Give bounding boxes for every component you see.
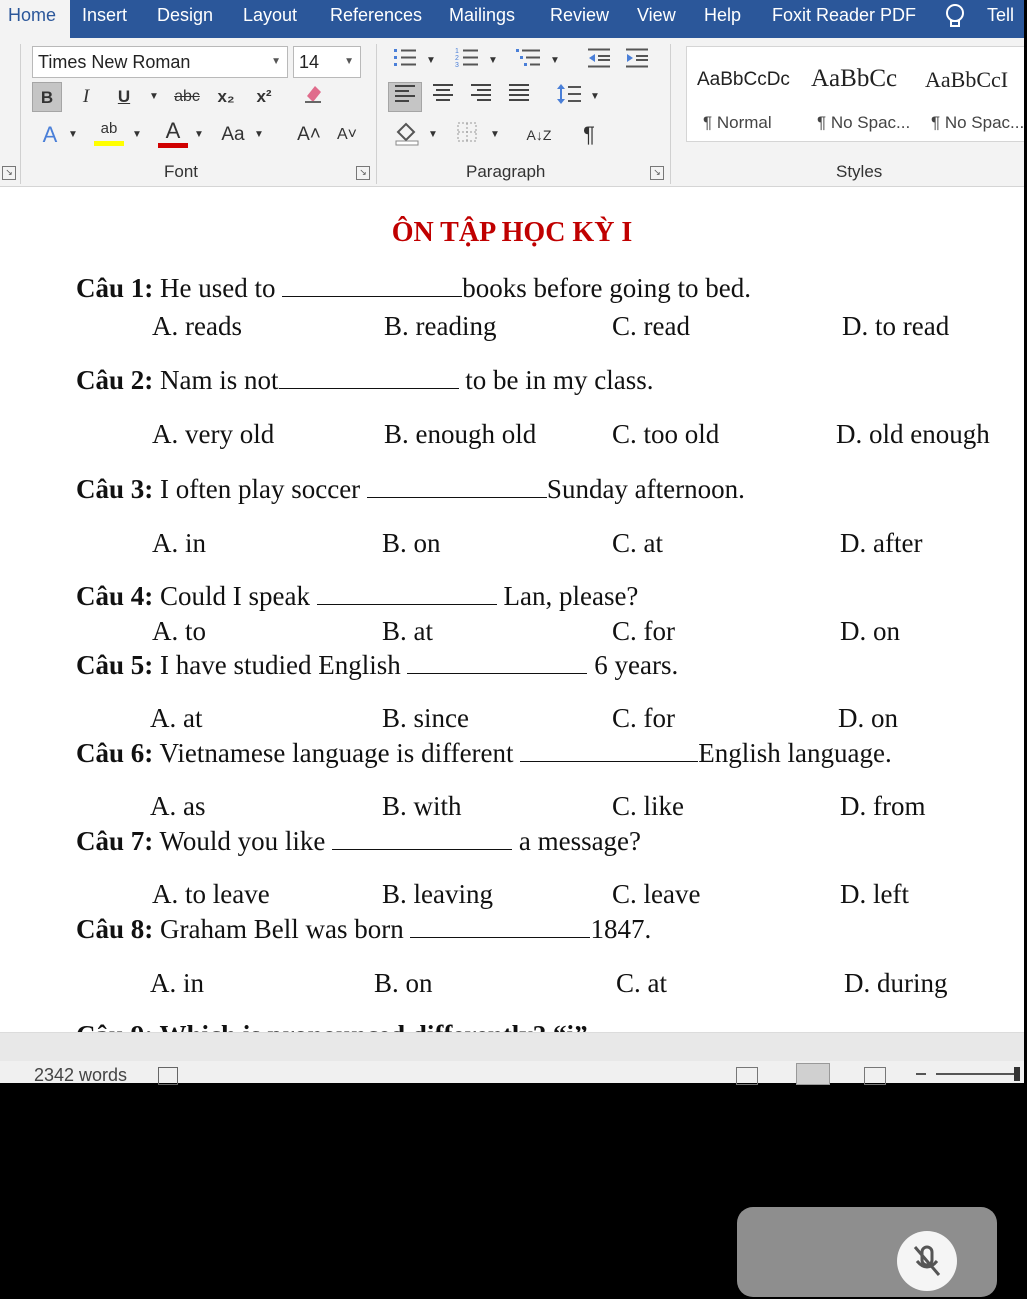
font-color-icon[interactable]: A (158, 120, 188, 148)
question-5 (76, 650, 678, 681)
option-d: D. during (844, 968, 948, 998)
styles-group-label: Styles (836, 162, 883, 181)
question-text: He used to (160, 273, 283, 303)
zoom-slider-thumb[interactable] (1014, 1067, 1020, 1081)
question-4 (76, 581, 638, 612)
option-a: A. in (150, 968, 204, 998)
chevron-down-icon[interactable]: ▼ (550, 55, 560, 66)
answer-blank[interactable] (407, 651, 587, 674)
chevron-down-icon[interactable]: ▼ (271, 56, 281, 67)
option-a: A. very old (152, 419, 275, 449)
question-text: a message? (512, 826, 642, 856)
chevron-down-icon[interactable]: ▼ (490, 129, 500, 140)
option-a: A. as (150, 791, 206, 821)
tab-insert[interactable]: Insert (82, 5, 128, 25)
answer-blank[interactable] (332, 827, 512, 850)
chevron-down-icon[interactable]: ▼ (132, 129, 142, 140)
style-name: ¶ No Spac... (931, 113, 1025, 132)
document-title: ÔN TẬP HỌC KỲ I (391, 217, 633, 248)
font-name-value: Times New Roman (38, 52, 191, 72)
align-right-icon[interactable] (466, 82, 496, 112)
font-group-label: Font (164, 162, 199, 181)
tab-design[interactable]: Design (157, 5, 214, 25)
subscript-button[interactable]: x₂ (217, 87, 235, 106)
option-d: D. to read (842, 311, 950, 341)
question-3 (76, 474, 745, 505)
microphone-muted-icon[interactable] (897, 1231, 957, 1291)
bullets-icon[interactable] (390, 46, 420, 76)
option-b: B. since (382, 703, 469, 733)
font-size-value: 14 (299, 52, 320, 72)
show-formatting-button[interactable]: ¶ (583, 122, 595, 147)
style-no-spacing[interactable] (801, 47, 913, 141)
question-8 (76, 914, 651, 945)
tab-help[interactable]: Help (704, 5, 742, 25)
svg-text:3: 3 (455, 62, 459, 69)
numbering-icon[interactable] (452, 46, 482, 76)
question-text: English language. (698, 738, 892, 768)
answer-blank[interactable] (317, 582, 497, 605)
option-a: A. to leave (152, 879, 270, 909)
option-d: D. on (838, 703, 898, 733)
question-label: Câu 6: (76, 738, 154, 768)
chevron-down-icon[interactable]: ▼ (194, 129, 204, 140)
option-b: B. on (374, 968, 433, 998)
question-text: Lan, please? (496, 581, 639, 611)
question-text: 6 years. (587, 650, 679, 680)
question-text: Would you like (159, 826, 333, 856)
sort-button[interactable]: A↓Z (526, 127, 552, 143)
option-c: C. for (612, 616, 675, 646)
ribbon-home (0, 38, 1024, 187)
question-label: Câu 2: (76, 365, 154, 395)
clipboard-launcher-icon[interactable]: ↘ (2, 166, 16, 180)
option-b: B. enough old (384, 419, 537, 449)
chevron-down-icon[interactable]: ▼ (149, 91, 159, 102)
document-page[interactable] (0, 187, 1024, 1032)
shrink-font-button[interactable]: A˅ (336, 126, 357, 143)
decrease-indent-icon[interactable] (584, 46, 614, 76)
question-text: Nam is not (160, 365, 279, 395)
option-b: B. on (382, 528, 441, 558)
style-name: ¶ No Spac... (817, 113, 911, 132)
option-d: D. on (840, 616, 900, 646)
status-strip (0, 1033, 1024, 1061)
superscript-button[interactable]: x² (256, 87, 272, 106)
option-d: D. after (840, 528, 923, 558)
tab-mailings[interactable]: Mailings (449, 5, 516, 25)
style-no-spacing-2[interactable] (915, 47, 1027, 141)
style-preview: AaBbCc (811, 65, 898, 92)
strikethrough-button[interactable]: abc (174, 88, 200, 105)
option-c: C. at (616, 968, 667, 998)
option-c: C. for (612, 703, 675, 733)
tab-foxit-reader-pdf[interactable]: Foxit Reader PDF (772, 5, 917, 25)
option-c: C. too old (612, 419, 720, 449)
option-b: B. at (382, 616, 433, 646)
ribbon-tab-bar (0, 0, 1024, 38)
group-separator (670, 44, 671, 184)
borders-icon[interactable] (452, 120, 482, 150)
justify-icon[interactable] (504, 82, 534, 112)
change-case-button[interactable]: Aa (221, 124, 245, 145)
chevron-down-icon[interactable]: ▼ (68, 129, 78, 140)
chevron-down-icon[interactable]: ▼ (426, 55, 436, 66)
align-left-icon[interactable] (388, 82, 422, 112)
web-layout-icon[interactable] (864, 1067, 886, 1085)
svg-text:1: 1 (455, 48, 459, 55)
chevron-down-icon[interactable]: ▼ (344, 56, 354, 67)
question-label: Câu 5: (76, 650, 154, 680)
question-text: 1847. (590, 914, 652, 944)
group-separator (20, 44, 21, 184)
chevron-down-icon[interactable]: ▼ (488, 55, 498, 66)
chevron-down-icon[interactable]: ▼ (254, 129, 264, 140)
answer-blank[interactable] (282, 274, 462, 297)
zoom-out-icon[interactable] (916, 1073, 926, 1075)
option-c: C. at (612, 528, 663, 558)
shading-icon[interactable] (392, 120, 422, 150)
increase-indent-icon[interactable] (622, 46, 652, 76)
question-label: Câu 3: (76, 474, 154, 504)
option-c: C. like (612, 791, 684, 821)
font-size-combo[interactable] (293, 46, 361, 78)
style-preview: AaBbCcI (925, 67, 1009, 92)
font-name-combo[interactable] (32, 46, 288, 78)
option-a: A. to (152, 616, 206, 646)
answer-blank[interactable] (279, 366, 459, 389)
option-b: B. reading (384, 311, 497, 341)
answer-blank[interactable] (367, 475, 547, 498)
align-center-icon[interactable] (428, 82, 458, 112)
clear-formatting-icon[interactable] (300, 82, 326, 112)
tab-tell-me[interactable]: Tell (987, 5, 1015, 25)
multilevel-list-icon[interactable] (512, 46, 544, 76)
styles-gallery (686, 46, 1024, 142)
text-effects-icon[interactable]: A (42, 122, 58, 147)
style-name: ¶ Normal (703, 113, 772, 132)
floating-control-card[interactable] (737, 1207, 997, 1297)
question-label: Câu 8: (76, 914, 154, 944)
question-text: Vietnamese language is different (159, 738, 521, 768)
tab-home[interactable]: Home (0, 0, 70, 38)
option-b: B. with (382, 791, 462, 821)
question-text: books before going to bed. (462, 273, 751, 303)
option-d: D. left (840, 879, 909, 909)
tab-layout[interactable]: Layout (243, 5, 298, 25)
italic-button[interactable]: I (82, 86, 90, 107)
highlight-color-icon[interactable]: ab (94, 120, 124, 146)
read-mode-icon[interactable] (736, 1067, 758, 1085)
style-normal[interactable] (687, 47, 799, 141)
question-label: Câu 4: (76, 581, 154, 611)
chevron-down-icon[interactable]: ▼ (428, 129, 438, 140)
style-preview: AaBbCcDc (697, 69, 790, 90)
tab-references[interactable]: References (330, 5, 423, 25)
question-2 (76, 365, 654, 396)
question-text: to be in my class. (458, 365, 654, 395)
option-d: D. old enough (836, 419, 990, 449)
option-a: A. at (150, 703, 203, 733)
answer-blank[interactable] (520, 739, 698, 762)
group-separator (376, 44, 377, 184)
lightbulb-icon[interactable] (944, 2, 968, 30)
question-text: Could I speak (160, 581, 317, 611)
option-c: C. leave (612, 879, 701, 909)
option-d: D. from (840, 791, 926, 821)
option-a: A. reads (152, 311, 242, 341)
print-layout-icon[interactable] (796, 1063, 830, 1085)
option-b: B. leaving (382, 879, 493, 909)
svg-text:2: 2 (455, 55, 459, 62)
question-7 (76, 826, 641, 857)
question-text: I have studied English (160, 650, 408, 680)
question-text: I often play soccer (160, 474, 367, 504)
word-count[interactable]: 2342 words (34, 1065, 128, 1085)
bold-button[interactable]: B (32, 82, 62, 112)
line-spacing-icon[interactable] (552, 82, 586, 112)
font-launcher-icon[interactable]: ↘ (356, 166, 370, 180)
option-a: A. in (152, 528, 206, 558)
question-text: Graham Bell was born (160, 914, 411, 944)
paragraph-group-label: Paragraph (466, 162, 546, 181)
option-c: C. read (612, 311, 690, 341)
tab-view[interactable]: View (637, 5, 676, 25)
tab-review[interactable]: Review (550, 5, 610, 25)
question-label: Câu 7: (76, 826, 154, 856)
zoom-slider[interactable] (936, 1073, 1020, 1075)
paragraph-launcher-icon[interactable]: ↘ (650, 166, 664, 180)
proofing-icon[interactable] (158, 1067, 178, 1085)
question-1 (76, 273, 751, 304)
question-text: Sunday afternoon. (546, 474, 745, 504)
underline-button[interactable]: U (117, 87, 131, 106)
status-bar (0, 1032, 1024, 1083)
question-6 (76, 738, 892, 769)
question-label: Câu 1: (76, 273, 154, 303)
answer-blank[interactable] (410, 915, 590, 938)
grow-font-button[interactable]: A˄ (297, 124, 321, 145)
chevron-down-icon[interactable]: ▼ (590, 91, 600, 102)
